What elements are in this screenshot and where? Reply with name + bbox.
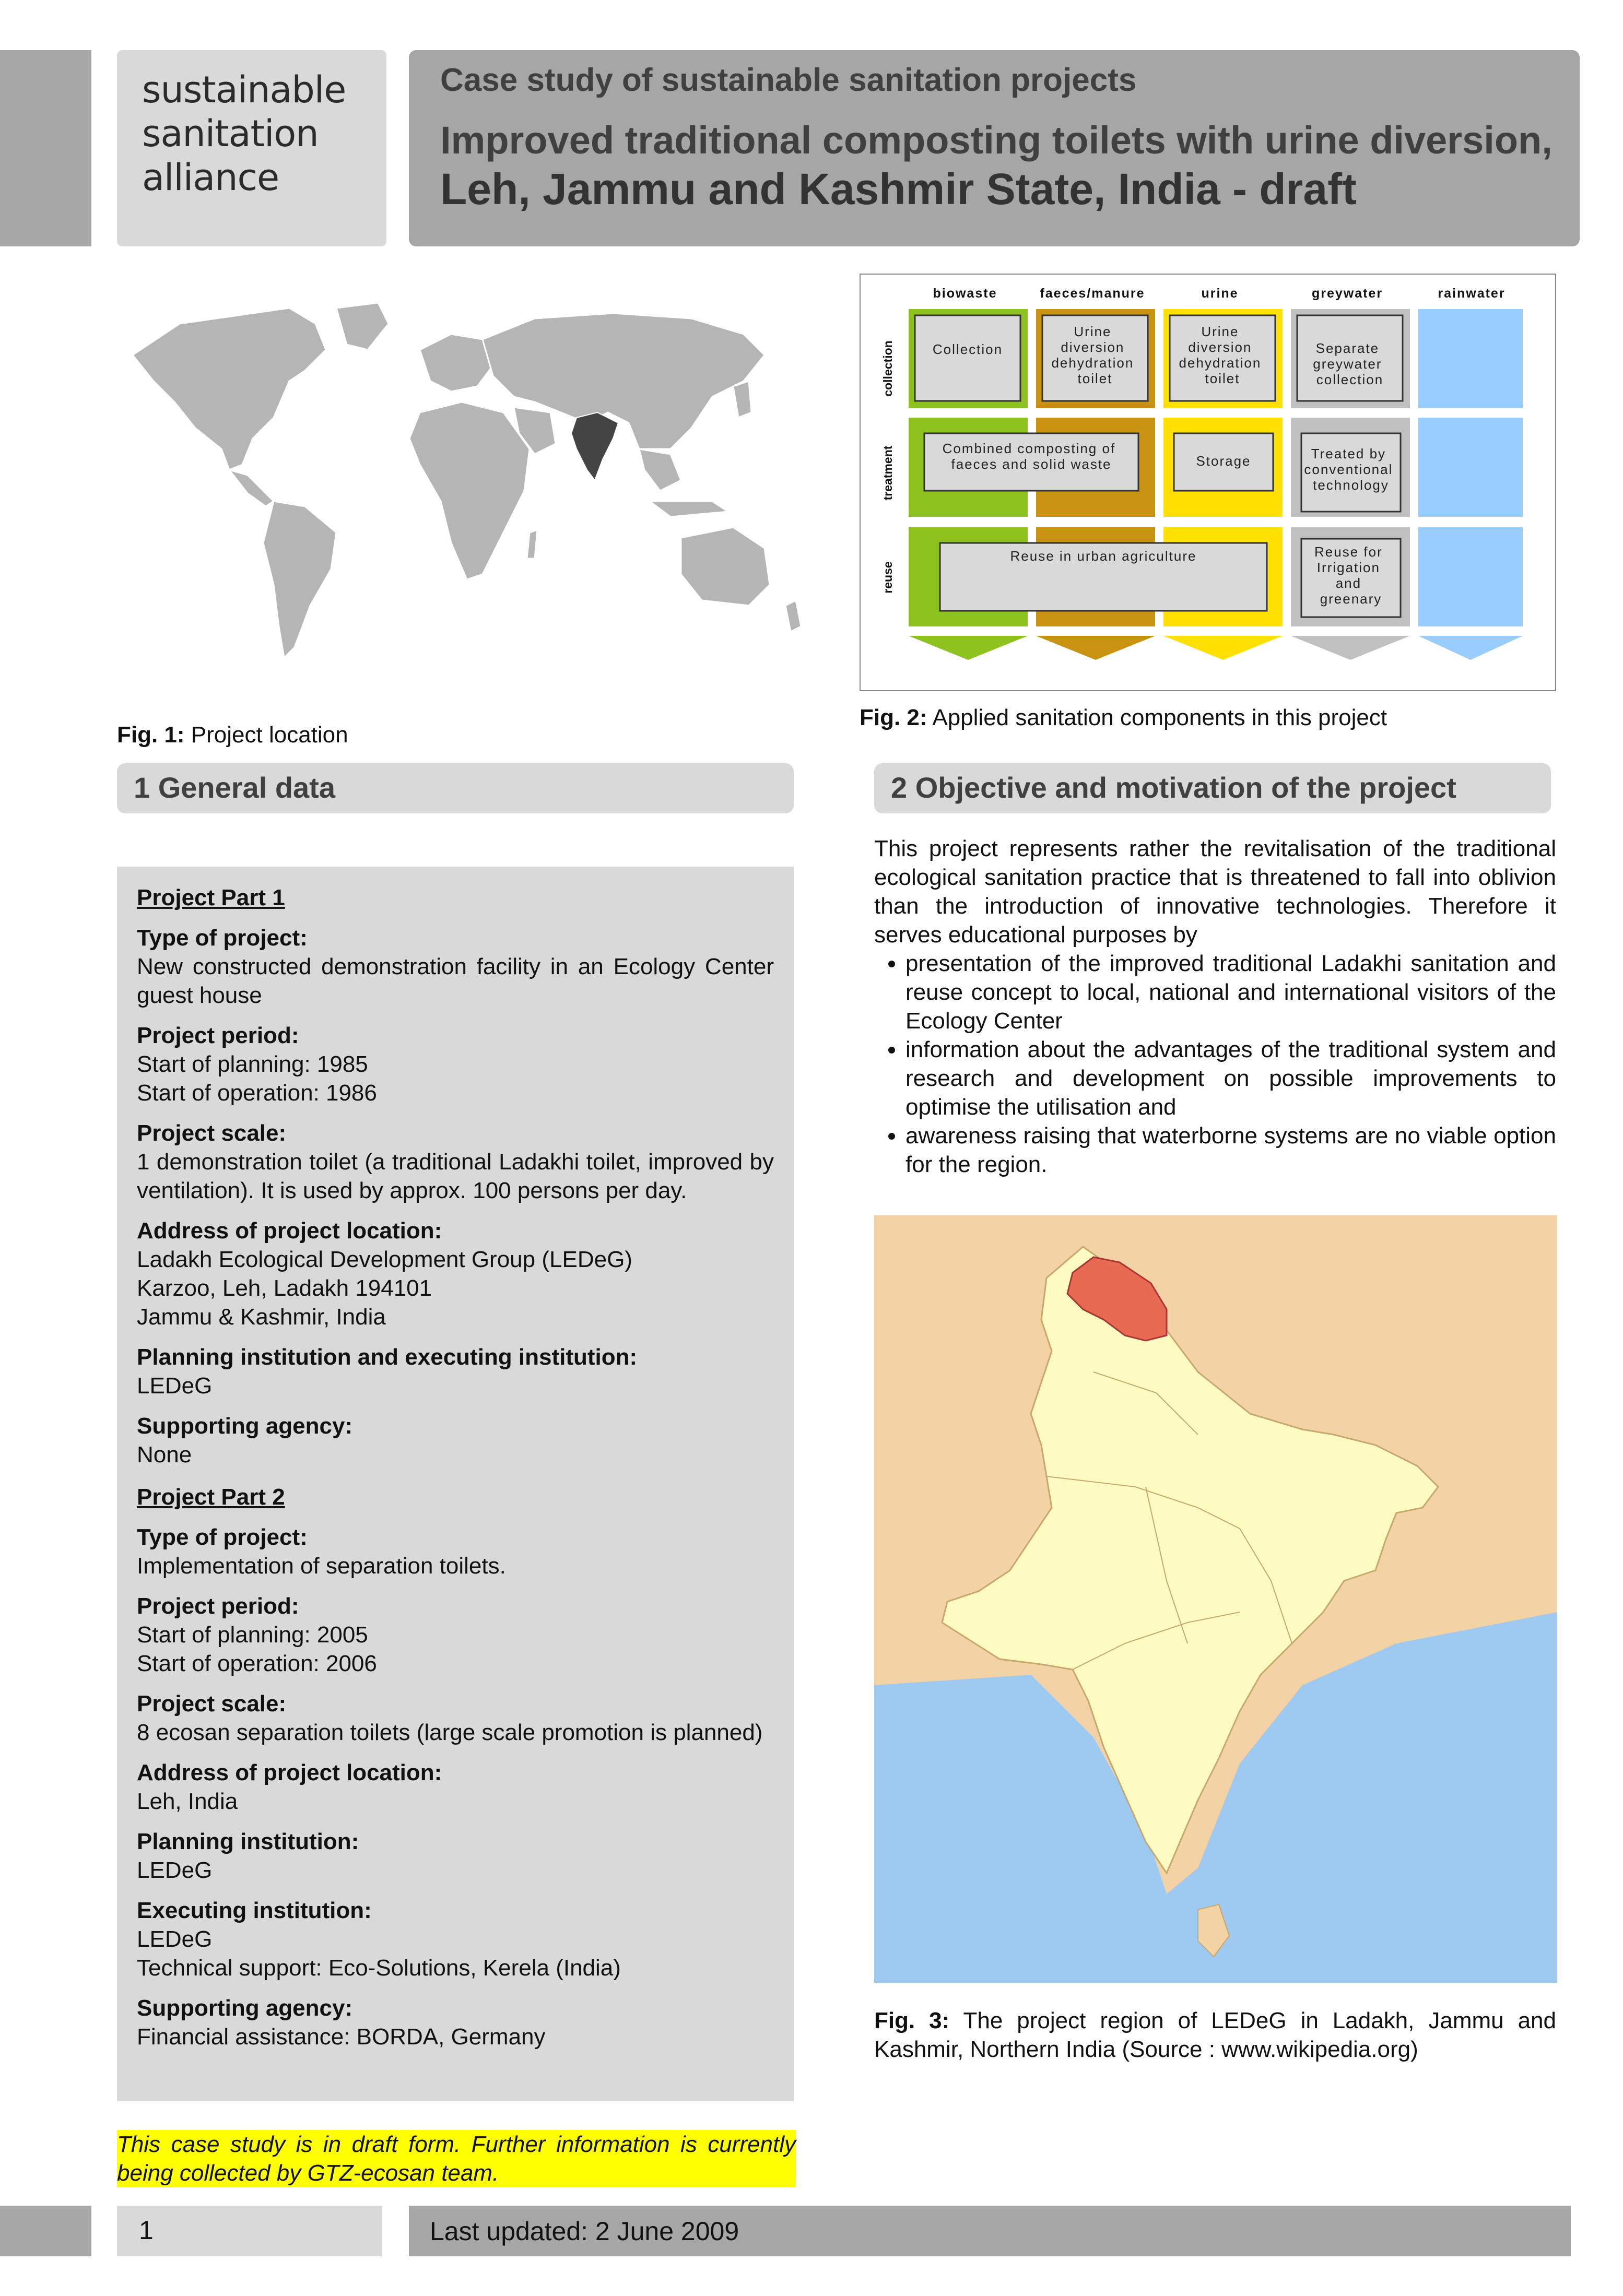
field-label: Type of project: — [137, 1524, 308, 1550]
draft-note: This case study is in draft form. Further information is currently being collected by GTZ-ecosan team. — [117, 2130, 796, 2187]
field-label: Type of project: — [137, 925, 308, 951]
field-value: Start of planning: 1985 — [137, 1051, 368, 1077]
field-value: Start of planning: 2005 — [137, 1622, 368, 1648]
footer-page-number — [117, 2206, 382, 2256]
box-combined-composting: Combined composting of faeces and solid waste — [942, 441, 1116, 472]
title-panel — [409, 50, 1580, 246]
section-general-data — [117, 763, 794, 813]
field-value: 8 ecosan separation toilets (large scale promotion is planned) — [137, 1720, 763, 1745]
arrow-urine — [1163, 636, 1283, 660]
fig3-caption — [874, 2006, 1556, 2064]
document-title-line1: Improved traditional composting toilets with urine diversion, — [440, 119, 1553, 162]
objective-text — [874, 834, 1556, 1179]
fig2-caption — [860, 705, 1387, 731]
field-value: Ladakh Ecological Development Group (LEDeG) — [137, 1247, 632, 1272]
field-label: Address of project location: — [137, 1760, 442, 1785]
field-value: Karzoo, Leh, Ladakh 194101 — [137, 1275, 432, 1301]
field-label: Project period: — [137, 1023, 299, 1048]
project-part-1-title: Project Part 1 — [137, 885, 285, 910]
field-value: Start of operation: 2006 — [137, 1651, 377, 1676]
col-biowaste: biowaste — [933, 286, 997, 301]
last-updated: Last updated: 2 June 2009 — [430, 2217, 739, 2246]
world-map-figure — [117, 292, 827, 689]
fig2-text: Applied sanitation components in this project — [927, 705, 1387, 730]
field-label: Supporting agency: — [137, 1995, 353, 2021]
section-heading: 1 General data — [134, 771, 335, 804]
col-greywater: greywater — [1311, 286, 1383, 301]
field-value: Financial assistance: BORDA, Germany — [137, 2024, 546, 2050]
india-highlight — [571, 412, 618, 480]
objective-bullet: • presentation of the improved traditional Ladakhi sanitation and reuse concept to local, national and international visitors of the Ecology Center — [905, 949, 1556, 1035]
document-kicker: Case study of sustainable sanitation projects — [440, 62, 1137, 98]
col-rainwater: rainwater — [1438, 286, 1506, 301]
document-title-line2: Leh, Jammu and Kashmir State, India - draft — [440, 164, 1357, 214]
cell-rain-collection — [1418, 309, 1523, 408]
field-value: None — [137, 1442, 192, 1467]
logo-panel — [117, 50, 386, 246]
sanitation-flow-chart — [861, 275, 1555, 690]
field-label: Planning institution: — [137, 1829, 359, 1854]
alliance-logo — [142, 68, 346, 199]
objective-intro: This project represents rather the revitalisation of the traditional ecological sanitation practice that is threatened to fall into oblivion than the introduction of innovative technologies. Therefore it serves educational purposes by — [874, 836, 1556, 948]
arrow-greywater — [1291, 636, 1410, 660]
field-label: Project period: — [137, 1593, 299, 1619]
arrow-rainwater — [1418, 636, 1523, 660]
footer-side-bar — [0, 2206, 91, 2256]
section-heading: 2 Objective and motivation of the project — [891, 771, 1456, 804]
arrow-biowaste — [909, 636, 1028, 660]
field-label: Planning institution and executing institution: — [137, 1344, 638, 1370]
box-greywater-collection: Separate greywater collection — [1313, 340, 1384, 387]
field-value: Technical support: Eco-Solutions, Kerela (India) — [137, 1955, 621, 1981]
col-faeces: faeces/manure — [1040, 286, 1145, 301]
objective-bullet: • information about the advantages of the traditional system and research and development on possible improvements to optimise the utilisation and — [905, 1035, 1556, 1121]
box-udd-toilet-2: Urine diversion dehydration toilet — [1179, 324, 1262, 386]
page-number: 1 — [139, 2216, 154, 2245]
fig1-caption — [117, 722, 348, 748]
field-value: 1 demonstration toilet (a traditional Ladakhi toilet, improved by ventilation). It is used by approx. 100 persons per day. — [137, 1149, 774, 1203]
col-urine: urine — [1201, 286, 1239, 301]
fig1-label: Fig. 1: — [117, 722, 185, 748]
objective-list — [874, 949, 1556, 1179]
footer-update — [409, 2206, 1571, 2256]
row-collection: collection — [881, 340, 895, 397]
field-value: LEDeG — [137, 1926, 213, 1952]
field-value: Leh, India — [137, 1789, 238, 1814]
box-collection: Collection — [932, 341, 1003, 357]
section-objective — [874, 763, 1551, 813]
logo-line: sustainable — [142, 68, 346, 111]
logo-line: alliance — [142, 156, 279, 199]
arrow-faeces — [1036, 636, 1155, 660]
box-reuse-urban-agriculture: Reuse in urban agriculture — [1010, 548, 1197, 564]
field-value: New constructed demonstration facility in an Ecology Center guest house — [137, 954, 774, 1008]
field-value: Implementation of separation toilets. — [137, 1553, 506, 1579]
fig2-label: Fig. 2: — [860, 705, 927, 730]
general-data-box — [117, 867, 794, 2101]
row-reuse: reuse — [881, 561, 895, 594]
project-part-2-title: Project Part 2 — [137, 1484, 285, 1510]
field-label: Project scale: — [137, 1120, 287, 1146]
fig3-text: The project region of LEDeG in Ladakh, Jammu and Kashmir, Northern India (Source : www.wikipedia.org) — [874, 2008, 1556, 2062]
box-reuse-irrigation: Reuse for Irrigation and greenary — [1314, 544, 1383, 607]
header-side-bar — [0, 50, 91, 246]
field-label: Project scale: — [137, 1691, 287, 1717]
fig3-label: Fig. 3: — [874, 2008, 950, 2033]
box-udd-toilet-1: Urine diversion dehydration toilet — [1051, 324, 1134, 386]
row-treatment: treatment — [881, 445, 895, 501]
box-treated-conventional: Treated by conventional technology — [1304, 446, 1393, 493]
field-label: Address of project location: — [137, 1218, 442, 1244]
fig1-text: Project location — [184, 722, 348, 748]
field-value: Jammu & Kashmir, India — [137, 1304, 386, 1330]
objective-bullet: • awareness raising that waterborne systems are no viable option for the region. — [905, 1121, 1556, 1179]
logo-line: sanitation — [142, 112, 319, 155]
field-value: LEDeG — [137, 1857, 213, 1883]
field-value: Start of operation: 1986 — [137, 1080, 377, 1106]
box-storage: Storage — [1196, 453, 1251, 469]
india-map-figure — [874, 1215, 1557, 1983]
sanitation-components-diagram — [860, 274, 1556, 691]
field-label: Supporting agency: — [137, 1413, 353, 1439]
field-label: Executing institution: — [137, 1898, 372, 1923]
field-value: LEDeG — [137, 1373, 213, 1399]
